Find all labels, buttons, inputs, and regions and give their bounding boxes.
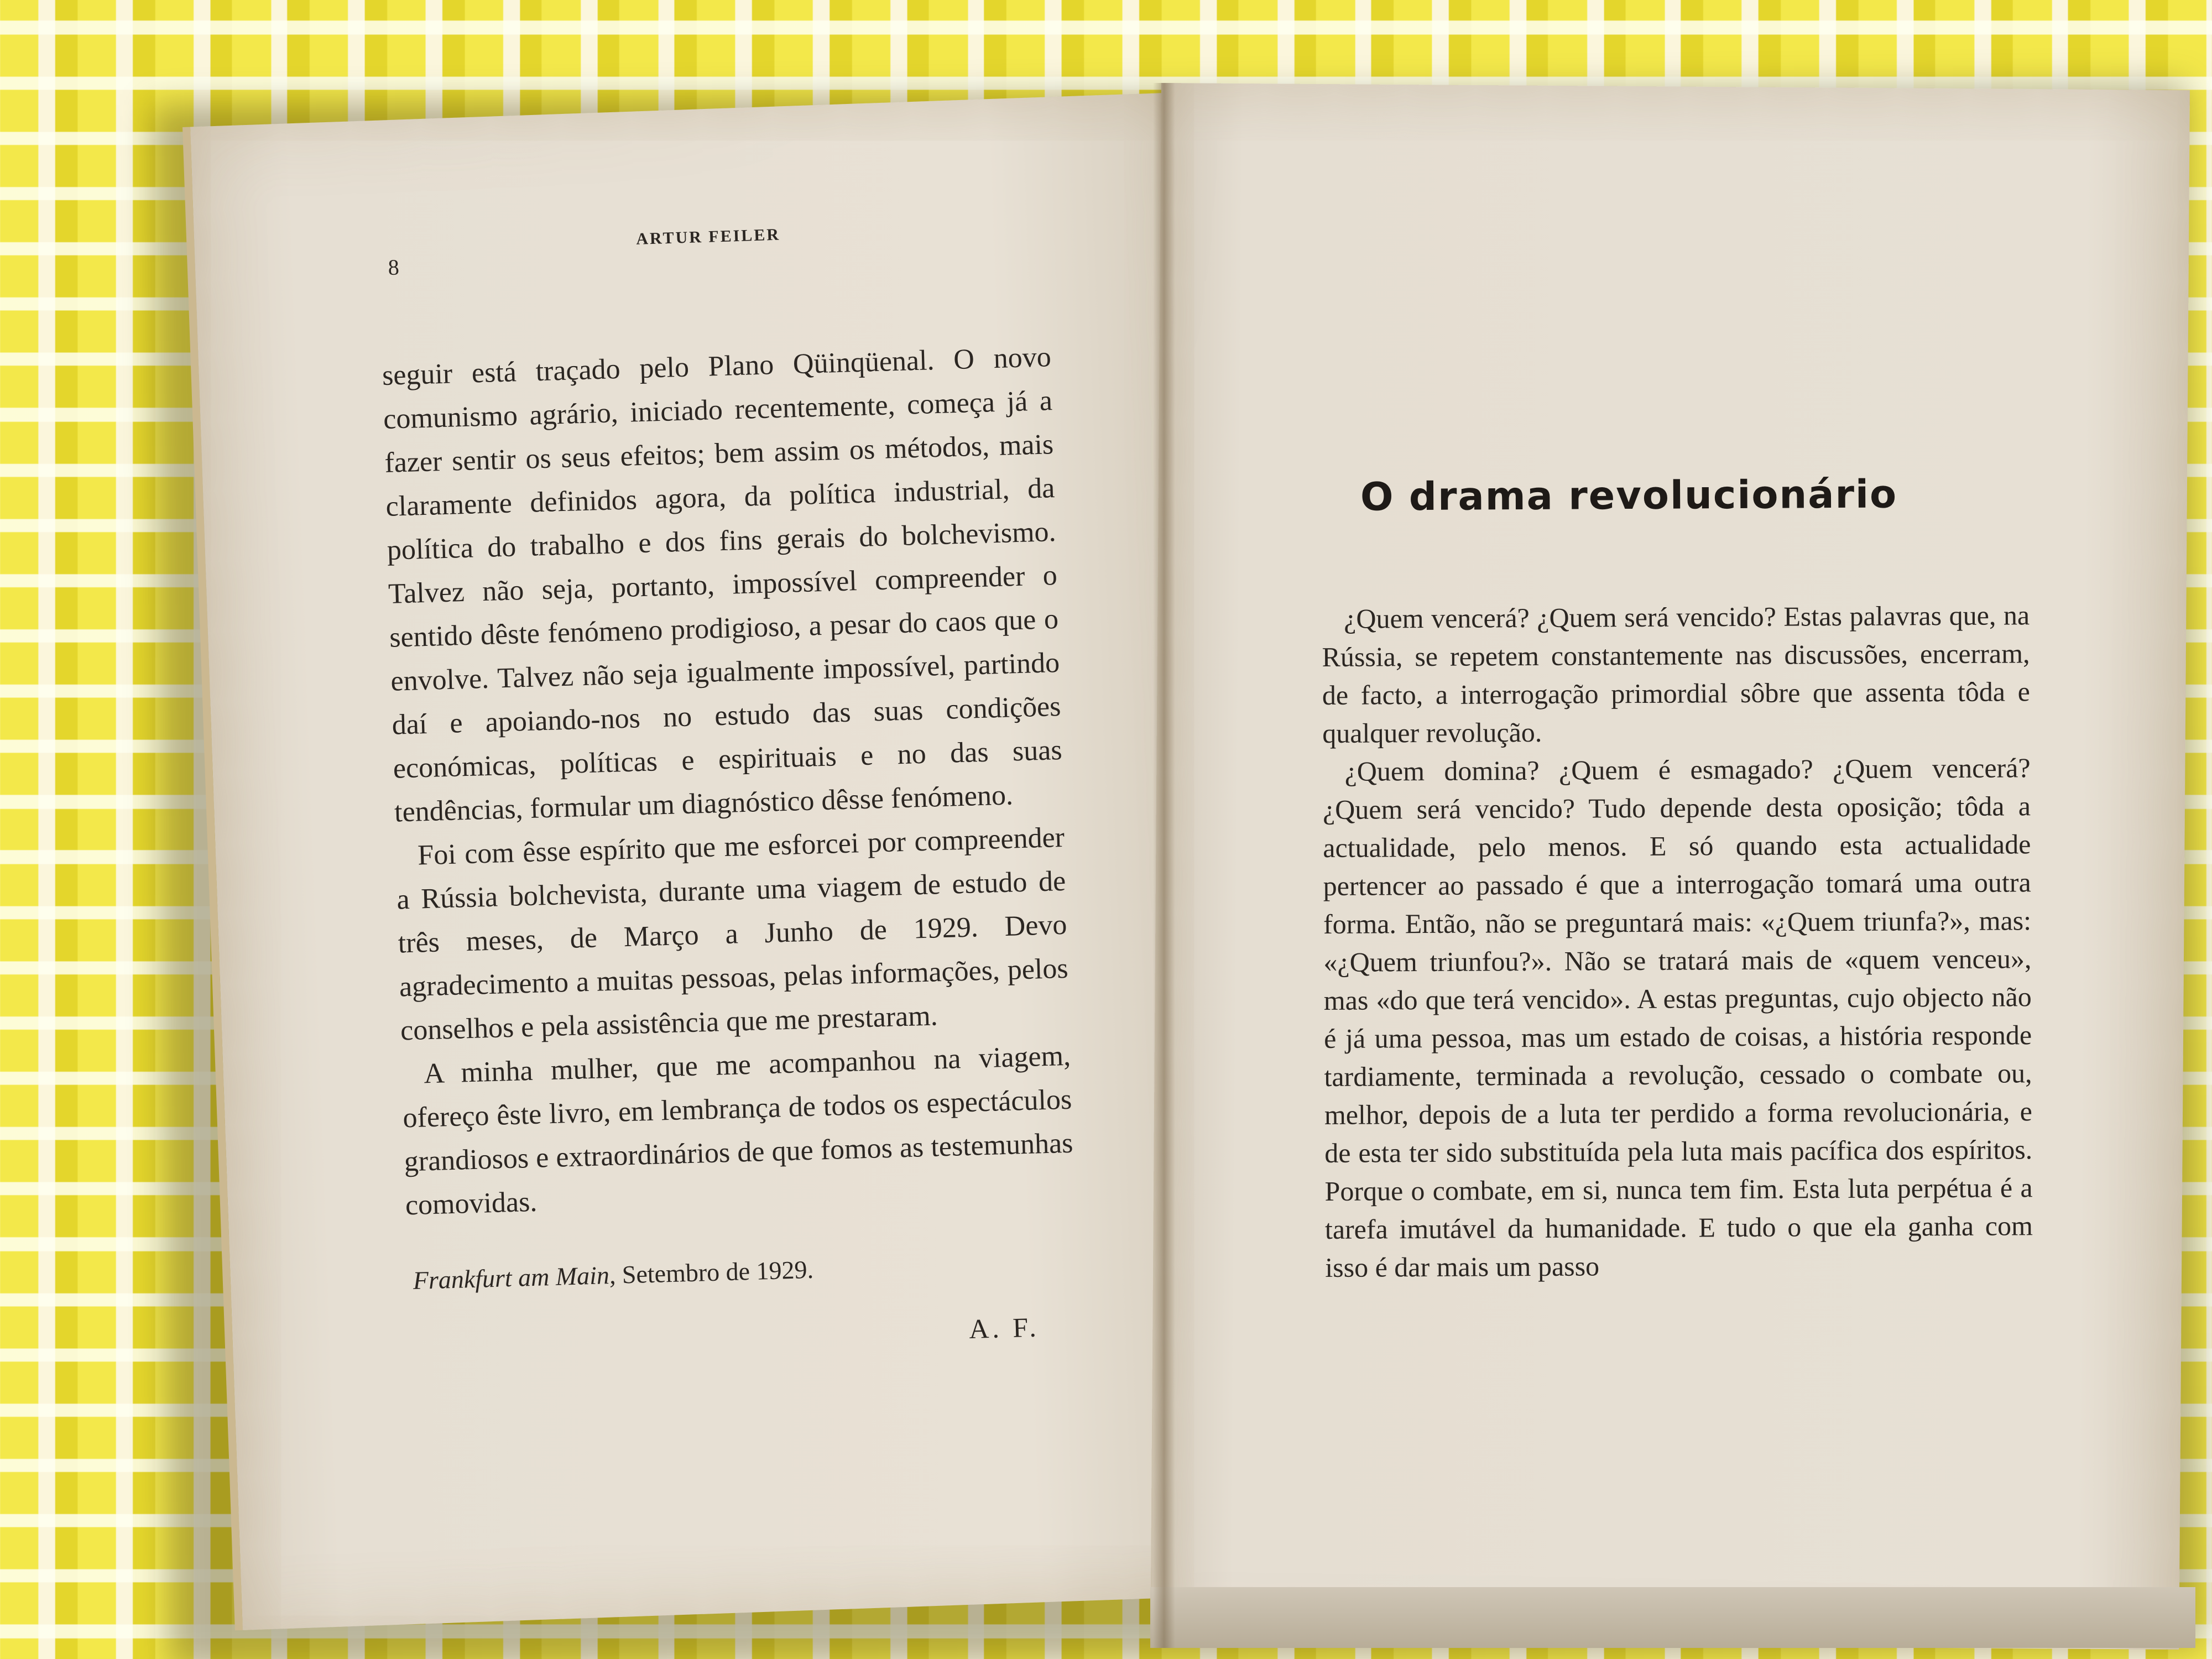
chapter-title: O drama revolucionário bbox=[1360, 471, 1898, 520]
place: Frankfurt am Main, bbox=[413, 1260, 617, 1295]
left-paragraph-1: seguir está traçado pelo Plano Qüinqüenal. O novo comunismo agrário, iniciado recentemente, começa já a fazer sentir os seus efeitos; bem assim os métodos, mais claramente definidos agora, da política industrial, da política do trabalho e dos fins gerais do bolchevismo. Talvez não seja, portanto, impossível compreender o sentido dêste fenómeno prodigioso, a pesar do caos que o envolve. Talvez não seja igualmente impossível, partindo daí e apoiando-nos no estudo das suas condições económicas, políticas e espirituais e no das suas tendências, formular um diagnóstico dêsse fenómeno. bbox=[382, 341, 1063, 828]
left-paragraph-3: A minha mulher, que me acompanhou na viagem, ofereço êste livro, em lembrança de todos os espectáculos grandiosos e extraordinários de que fomos as testemunhas comovidas. bbox=[402, 1040, 1074, 1222]
running-head-author: ARTUR FEILER bbox=[635, 225, 781, 248]
page-number: 8 bbox=[387, 254, 400, 280]
right-paragraph-1: ¿Quem vencerá? ¿Quem será vencido? Estas palavras que, na Rússia, se repetem constantemente nas discussões, encerram, de facto, a interrogação primordial sôbre que assenta tôda e qualquer revolução. bbox=[1322, 599, 2031, 749]
left-paragraph-2: Foi com êsse espírito que me esforcei por compreender a Rússia bolchevista, durante uma viagem de estudo de três meses, de Março a Junho de 1929. Devo agradecimento a muitas pessoas, pelas informações, pelos conselhos e pela assistência que me prestaram. bbox=[396, 821, 1069, 1047]
place-date-line bbox=[413, 1248, 1077, 1295]
right-paragraph-2: ¿Quem domina? ¿Quem é esmagado? ¿Quem vencerá? ¿Quem será vencido? Tudo depende desta oposição; tôda a actualidade, pelo menos. E só quando esta actualidade pertencer ao passado é que a interrogação tomará uma outra forma. Então, não se preguntará mais: «¿Quem triunfa?», mas: «¿Quem triunfou?». Não se tratará mais de «quem venceu», mas «do que terá vencido». A estas preguntas, cujo objecto não é já uma pessoa, mas um estado de coisas, a história responde tardiamente, terminada a revolução, cessado o combate ou, melhor, depois de a luta ter perdido a forma revolucionária, e de esta ter sido substituída pela luta mais pacífica dos espíritos. Porque o combate, em si, nunca tem fim. Esta luta perpétua é a tarefa imutável da humanidade. E tudo o que ela ganha com isso é dar mais um passo bbox=[1322, 752, 2033, 1283]
right-page-text bbox=[1322, 596, 2033, 1287]
author-initials: A. F. bbox=[968, 1311, 1040, 1345]
date: Setembro de 1929. bbox=[622, 1255, 814, 1289]
page-stack-edge bbox=[1150, 1587, 2195, 1648]
left-page-text bbox=[382, 335, 1078, 1360]
book-gutter bbox=[1153, 83, 1175, 1648]
